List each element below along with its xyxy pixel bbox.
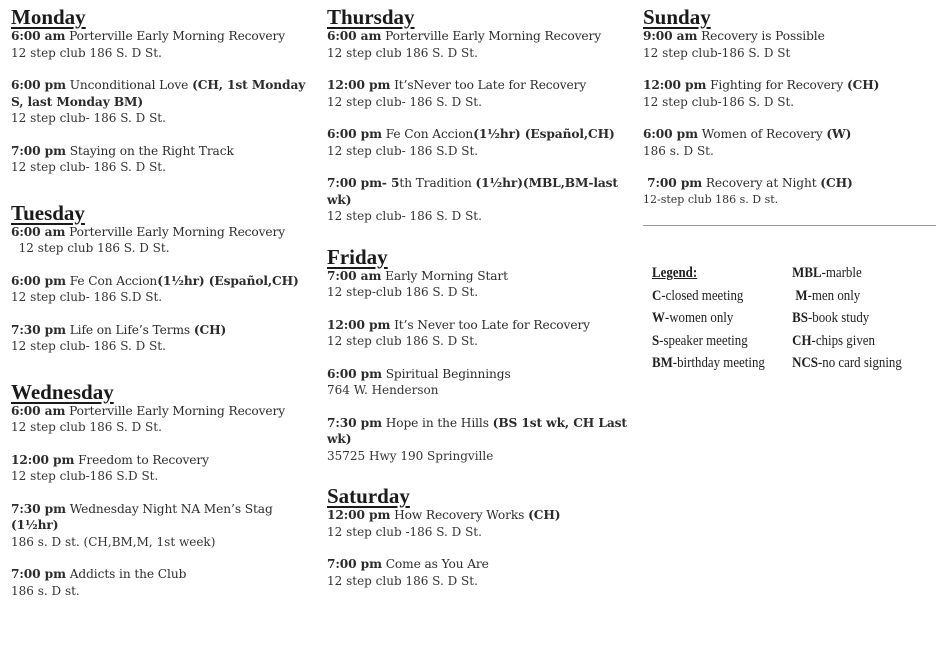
meeting-name: Recovery is Possible (701, 29, 825, 43)
legend-item: BS-book study (792, 310, 870, 326)
meeting-tags: (CH, 1st Monday S, last Monday BM) (11, 78, 306, 109)
meeting-name: th Tradition (399, 176, 472, 190)
meeting-time: 6:00 am (11, 403, 66, 418)
meeting-location: 12 step club-186 S. D St. (643, 94, 795, 109)
meeting-name: Freedom to Recovery (78, 452, 209, 467)
day-heading-thursday: Thursday (327, 5, 415, 29)
meeting-name: Porterville Early Morning Recovery (69, 403, 286, 418)
meeting-entry (327, 415, 627, 465)
legend-item: W-women only (652, 310, 734, 326)
meeting-time: 7:00 pm (11, 143, 66, 158)
meeting-entry (643, 175, 938, 208)
meeting-location: 12 step club-186 S. D St (643, 45, 791, 60)
meeting-entry (11, 566, 311, 599)
meeting-entry (11, 77, 311, 127)
meeting-location: 12 step club 186 S. D St. (327, 45, 478, 60)
meeting-entry (11, 273, 311, 306)
meeting-name: Early Morning Start (385, 268, 508, 283)
meeting-entry (643, 28, 938, 61)
meeting-entry (11, 224, 311, 257)
meeting-name: Come as You Are (385, 557, 489, 571)
meeting-entry (11, 403, 311, 436)
meeting-name: Hope in the Hills (385, 415, 489, 430)
meeting-location: 12 step club- 186 S. D St. (327, 94, 482, 109)
meeting-time: 6:00 am (11, 29, 66, 43)
legend-item: BM-birthday meeting (652, 355, 765, 371)
meeting-name: How Recovery Works (394, 508, 525, 522)
legend-item: MBL-marble (792, 265, 862, 281)
meeting-location: 186 s. D St. (643, 143, 714, 158)
legend-title: Legend: (652, 265, 698, 281)
meeting-location: 12 step club- 186 S. D St. (11, 160, 166, 174)
meeting-entry (327, 268, 627, 301)
meeting-time: 12:00 pm (327, 317, 391, 332)
meeting-entry (327, 366, 627, 399)
meeting-tags: (1½hr) (Español,CH) (157, 273, 299, 288)
meeting-name: Addicts in the Club (69, 567, 187, 581)
meeting-name: Porterville Early Morning Recovery (385, 29, 602, 43)
meeting-time: 7:30 pm (11, 322, 66, 337)
meeting-time: 6:00 pm (11, 78, 66, 92)
meeting-time: 7:00 pm (327, 557, 382, 571)
meeting-location: 12 step club-186 S.D St. (11, 469, 159, 483)
meeting-time: 6:00 pm (643, 127, 698, 141)
meeting-time: 6:00 am (327, 29, 382, 43)
meeting-entry (327, 175, 627, 225)
meeting-name: It’sNever too Late for Recovery (394, 78, 587, 92)
meeting-name: Recovery at Night (705, 176, 817, 190)
meeting-name: Unconditional Love (69, 78, 189, 92)
meeting-location: 35725 Hwy 190 Springville (327, 448, 494, 463)
meeting-time: 9:00 am (643, 29, 698, 43)
meeting-tags: (1½hr) (Español,CH) (473, 127, 615, 141)
meeting-location: 12 step club- 186 S.D St. (327, 143, 479, 158)
legend-item: C-closed meeting (652, 287, 744, 304)
meeting-name: Fe Con Accion (69, 273, 158, 288)
meeting-location: 12 step club 186 S. D St. (327, 573, 478, 588)
legend-item: M-men only (795, 287, 861, 304)
meeting-entry (11, 452, 311, 485)
day-heading-wednesday: Wednesday (11, 379, 114, 404)
meeting-entry (327, 77, 627, 110)
meeting-location: 12 step club 186 S. D St. (327, 334, 478, 348)
meeting-time: 7:00 pm (643, 176, 703, 190)
meeting-location: 186 s. D st. (CH,BM,M, 1st week) (11, 534, 216, 549)
meeting-entry (11, 501, 311, 551)
meeting-tags: (1½hr) (11, 518, 59, 532)
meeting-name: Spiritual Beginnings (385, 366, 511, 381)
meeting-tags: (W) (826, 127, 852, 141)
schedule-column-1 (11, 6, 311, 615)
meeting-location: 764 W. Henderson (327, 383, 439, 397)
meeting-location: 12 step club- 186 S.D St. (11, 290, 163, 304)
meeting-name: Life on Life’s Terms (69, 322, 191, 337)
day-heading-tuesday: Tuesday (11, 200, 85, 225)
meeting-tags: (CH) (846, 78, 880, 92)
section-divider (643, 225, 936, 226)
meeting-location: 12 step club 186 S. D St. (11, 241, 170, 255)
meeting-time: 7:30 pm (11, 501, 66, 516)
meeting-entry (327, 126, 627, 159)
meeting-name: Porterville Early Morning Recovery (69, 224, 286, 239)
meeting-name: It’s Never too Late for Recovery (394, 317, 590, 332)
meeting-entry (11, 322, 311, 355)
meeting-tags: (CH) (528, 508, 561, 522)
day-heading-monday: Monday (11, 5, 86, 29)
meeting-tags: (1½hr)(MBL,BM-last wk) (327, 176, 618, 207)
meeting-name: Staying on the Right Track (69, 143, 234, 158)
meeting-location: 186 s. D st. (11, 583, 80, 598)
meeting-entry (327, 317, 627, 350)
day-heading-friday: Friday (327, 244, 388, 269)
meeting-location: 12 step club 186 S. D St. (11, 420, 162, 434)
meeting-tags: (BS 1st wk, CH Last wk) (327, 415, 627, 446)
meeting-location: 12 step club- 186 S. D St. (11, 339, 166, 353)
meeting-entry (327, 556, 627, 589)
legend-item: S-speaker meeting (652, 332, 748, 349)
legend-column-right (792, 262, 902, 375)
meeting-time: 12:00 pm (643, 78, 707, 92)
meeting-name: Women of Recovery (701, 127, 823, 141)
meeting-tags: (CH) (193, 322, 227, 337)
meeting-location: 12 step club -186 S. D St. (327, 524, 482, 539)
legend-item: NCS-no card signing (792, 355, 902, 371)
meeting-time: 12:00 pm (11, 452, 75, 467)
meeting-entry (643, 126, 938, 159)
day-heading-sunday: Sunday (643, 5, 711, 29)
meeting-time: 12:00 pm (327, 78, 391, 92)
legend-column-left (652, 262, 765, 375)
meeting-tags: (CH) (820, 176, 853, 190)
schedule-column-2 (327, 6, 627, 605)
meeting-entry (11, 28, 311, 61)
meeting-name: Porterville Early Morning Recovery (69, 29, 286, 43)
meeting-time: 6:00 am (11, 224, 66, 239)
meeting-time: 7:00 am (327, 268, 382, 283)
legend-item: CH-chips given (792, 332, 875, 349)
meeting-entry (643, 77, 938, 110)
meeting-location: 12 step club 186 S. D St. (11, 45, 162, 60)
schedule-column-3 (643, 6, 938, 224)
meeting-time: 6:00 pm (327, 127, 382, 141)
meeting-time: 7:00 pm (11, 567, 66, 581)
meeting-time: 12:00 pm (327, 508, 391, 522)
meeting-time: 6:00 pm (11, 273, 66, 288)
meeting-time: 6:00 pm (327, 366, 382, 381)
meeting-location: 12-step club 186 s. D st. (643, 192, 779, 206)
meeting-time: 7:30 pm (327, 415, 382, 430)
meeting-name: Fighting for Recovery (710, 78, 844, 92)
meeting-name: Wednesday Night NA Men’s Stag (69, 501, 273, 516)
meeting-entry (327, 28, 627, 61)
day-heading-saturday: Saturday (327, 484, 410, 508)
meeting-location: 12 step club- 186 S. D St. (11, 111, 166, 125)
meeting-entry (327, 507, 627, 540)
meeting-time: 7:00 pm- 5 (327, 176, 400, 190)
meeting-name: Fe Con Accion (385, 127, 474, 141)
meeting-location: 12 step club- 186 S. D St. (327, 209, 482, 223)
meeting-location: 12 step-club 186 S. D St. (327, 285, 479, 299)
meeting-entry (11, 143, 311, 176)
